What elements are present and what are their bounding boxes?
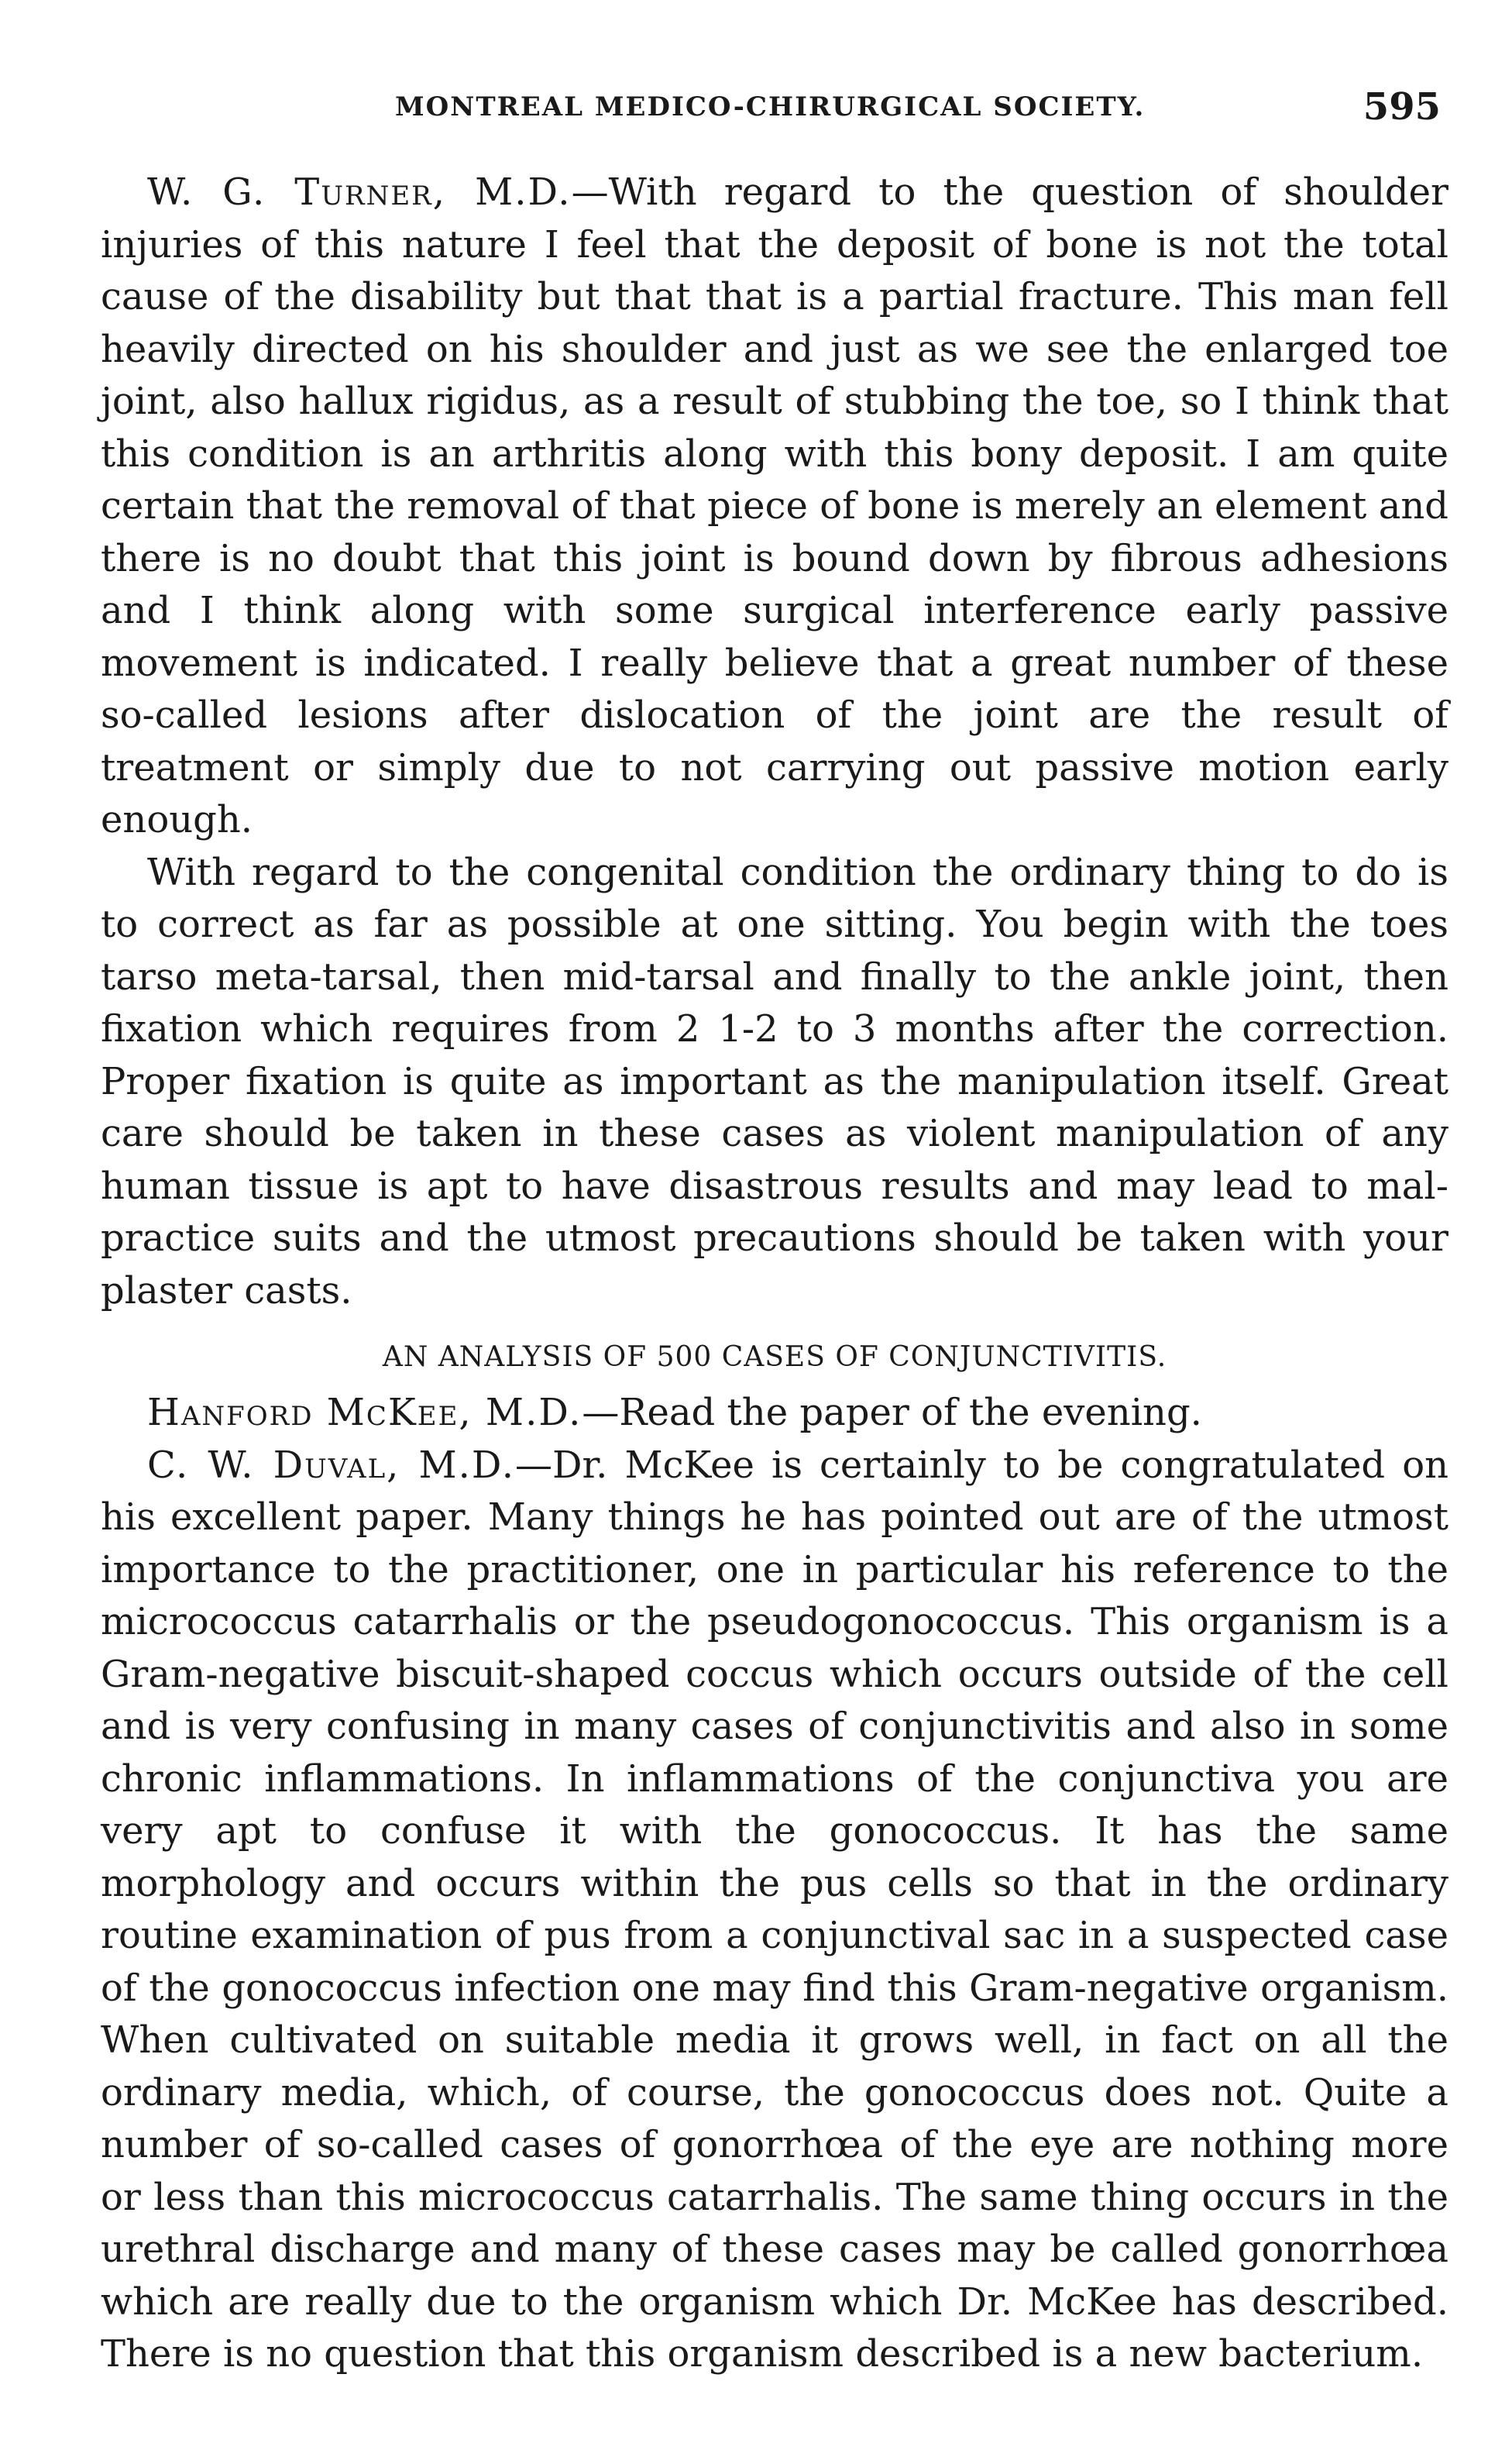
paragraph-text: —Dr. McKee is certainly to be congratulated on his excellent paper. Many things he has pointed out are of the utmost importance to the practitioner, one in particular his reference to the micrococcus catarrhalis or the pseudogonococcus. This organism is a Gram-negative biscuit-shaped coccus which occurs outside of the cell and is very confusing in many cases of conjunctivitis and also in some chronic inflammations. In inflammations of the conjunctiva you are very apt to confuse it with the gonococcus. It has the same morphology and occurs within the pus cells so that in the ordinary routine examination of pus from a conjunctival sac in a suspected case of the gonococcus infection one may find this Gram-negative organism. When cultivated on suitable media it grows well, in fact on all the ordinary media, which, of course, the gonococcus does not. Quite a number of so-called cases of gonorrhœa of the eye are nothing more or less than this micrococcus catarrhalis. The same thing occurs in the urethral discharge and many of these cases may be called gonorrhœa which are really due to the organism which Dr. McKee has described. There is no question that this organism described is a new bacterium. xyxy=(101,1443,1449,2376)
speaker-name: C. W. Duval, M.D. xyxy=(147,1443,515,1487)
speaker-name: Hanford McKee, M.D. xyxy=(147,1391,582,1434)
body-text xyxy=(101,167,1448,2381)
speaker-name: W. G. Turner, M.D. xyxy=(147,170,572,214)
paragraph-text: With regard to the congenital condition the ordinary thing to do is to correct as far as possible at one sitting. You begin with the toes tarso meta-tarsal, then mid-tarsal and finally to the ankle joint, then fixation which requires from 2 1-2 to 3 months after the correction. Proper fixation is quite as important as the manipulation itself. Great care should be taken in these cases as violent manipulation of any human tissue is apt to have disastrous results and may lead to mal-practice suits and the utmost precautions should be taken with your plaster casts. xyxy=(101,850,1448,1313)
paragraph-turner xyxy=(101,167,1448,847)
paragraph-text: —With regard to the question of shoulder injuries of this nature I feel that the deposit of bone is not the total cause of the disability but that that is a partial fracture. This man fell heavily directed on his shoulder and just as we see the enlarged toe joint, also hallux rigidus, as a result of stubbing the toe, so I think that this condition is an arthritis along with this bony deposit. I am quite certain that the removal of that piece of bone is merely an element and there is no doubt that this joint is bound down by fibrous adhesions and I think along with some surgical interference early passive movement is indicated. I really believe that a great number of these so-called lesions after dislocation of the joint are the result of treatment or simply due to not carrying out passive motion early enough. xyxy=(101,170,1448,841)
running-title: MONTREAL MEDICO-CHIRURGICAL SOCIETY. xyxy=(395,91,1146,122)
section-heading: AN ANALYSIS OF 500 CASES OF CONJUNCTIVITIS. xyxy=(382,1341,1167,1373)
running-head xyxy=(101,85,1448,132)
paragraph-mckee xyxy=(101,1387,1448,1440)
paragraph-congenital xyxy=(101,847,1448,1318)
paragraph-text: —Read the paper of the evening. xyxy=(582,1391,1202,1434)
paragraph-duval xyxy=(101,1440,1448,2381)
page-number: 595 xyxy=(1363,85,1441,129)
